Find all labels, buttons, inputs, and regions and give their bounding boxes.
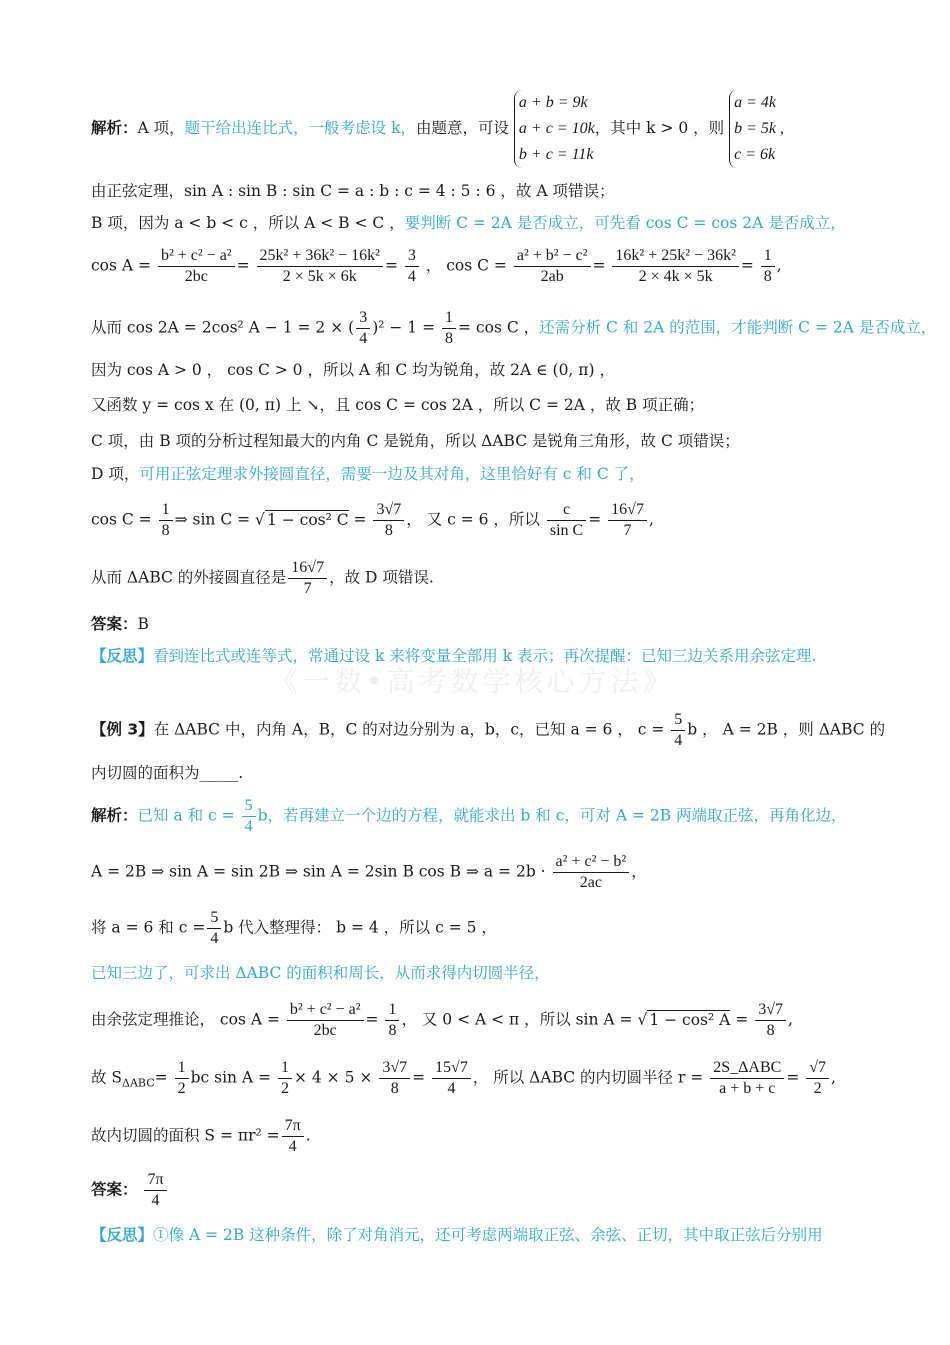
ex3-answer-line bbox=[91, 1170, 169, 1211]
answer-value: $\frac{7\pi}{4}$ bbox=[144, 1170, 166, 1211]
ex3-analysis-line-2: A = 2B ⇒ sin A = sin 2B ⇒ sin A = 2sin B cos B ⇒ a = 2b · $\frac{\text{a² + c² − b²}}{2ac}$ ， bbox=[91, 853, 647, 891]
reflection-line: 【反思】看到连比式或连等式，常通过设 k 来将变量全部用 k 表示；再次提醒：已知三边关系用余弦定理. bbox=[91, 647, 817, 665]
analysis-line-3: B 项，因为 a < b < c ，所以 A < B < C ，要判断 C = 2A 是否成立，可先看 cos C = cos 2A 是否成立， bbox=[91, 214, 846, 232]
analysis-label: 解析： bbox=[91, 119, 138, 137]
analysis-line-4: cos A = $\frac{\text{b² + c² − a²}}{2bc}$ = $\frac{\text{25k² + 36k² − 16k²}}{2 \times 5k \times 6k}$ = $\frac{3}{4}$ ， cos C = $\frac{\text{a² + b² − c²}}{2ab}$ = $\frac{\text{16k² + 25k² − 36k²}}{2 \times 4k \times 5k}$ = $\frac{1}{8}$ , bbox=[91, 247, 782, 285]
example-3-line-1: 【例 3】在 ΔABC 中，内角 A，B，C 的对边分别为 a，b，c，已知 a = 6 ， c = $\frac{5}{4}$ b ， A = 2B ，则 ΔABC 的 bbox=[91, 711, 886, 749]
equation-system-2: a = 4k b = 5k , c = 6k bbox=[729, 90, 784, 168]
analysis-line-1: 解析：A 项，题干给出连比式，一般考虑设 k，由题意，可设 a + b = 9k a + c = 10k b + c = 11k ，其中 k > 0 ，则 a = 4k b = 5k , c = 6k bbox=[91, 90, 784, 168]
example-3-line-2: 内切圆的面积为_____. bbox=[91, 764, 244, 782]
ex3-analysis-line-6: 故 $S_{\Delta ABC}=$ $\frac{1}{2}$ bc sin A = $\frac{1}{2}$ × 4 × 5 × $\frac{3√7}{8}$ = $\frac{15√7}{4}$ ， 所以 ΔABC 的内切圆半径 r = $\frac{\text{2S\_ΔABC}}{a + b + c}$ = $\frac{√7}{2}$ , bbox=[91, 1059, 836, 1097]
analysis-line-6: 因为 cos A > 0 ， cos C > 0 ，所以 A 和 C 均为锐角，故 2A ∈ (0, π) ， bbox=[91, 361, 615, 379]
analysis-line-2: 由正弦定理，sin A : sin B : sin C = a : b : c = 4 : 5 : 6 ，故 A 项错误； bbox=[91, 182, 615, 200]
answer-label: 答案： bbox=[91, 1180, 138, 1199]
analysis-line-9: D 项，可用正弦定理求外接圆直径，需要一边及其对角，这里恰好有 c 和 C 了， bbox=[91, 465, 645, 483]
example-title: 【例 3】 bbox=[91, 720, 154, 739]
analysis-line-11: 从而 ΔABC 的外接圆直径是 $\frac{16√7}{7}$ ，故 D 项错误. bbox=[91, 559, 434, 597]
answer-line bbox=[91, 613, 149, 635]
ex3-analysis-line-4: 已知三边了，可求出 ΔABC 的面积和周长，从而求得内切圆半径， bbox=[91, 964, 550, 982]
ex3-reflection-line: 【反思】①像 A = 2B 这种条件，除了对角消元，还可考虑两端取正弦、余弦、正切，其中取正弦后分别用 bbox=[91, 1226, 823, 1244]
ex3-analysis-line-3: 将 a = 6 和 c = $\frac{5}{4}$ b 代入整理得： b = 4 ，所以 c = 5 ， bbox=[91, 909, 497, 947]
analysis-line-5: 从而 cos 2A = 2cos² A − 1 = 2 × ( $\frac{3}{4}$ )² − 1 = $\frac{1}{8}$ = cos C ，还需分析 C 和 2A 的范围，才能判断 C = 2A 是否成立， bbox=[91, 309, 937, 347]
ex3-analysis-line-7: 故内切圆的面积 S = πr² = $\frac{7\pi}{4}$ . bbox=[91, 1117, 311, 1155]
watermark: 《一数•高考数学核心方法》 bbox=[270, 665, 675, 698]
equation-system-1: a + b = 9k a + c = 10k b + c = 11k bbox=[514, 90, 595, 168]
reflection-label: 【反思】 bbox=[91, 647, 154, 665]
analysis-line-10: cos C = $\frac{1}{8}$ ⇒ sin C = √ 1 − cos² C = $\frac{3√7}{8}$ ， 又 c = 6 ，所以 $\frac{c}{\text{sin C}}$ = $\frac{16√7}{7}$ , bbox=[91, 501, 654, 539]
answer-value: B bbox=[137, 615, 149, 633]
ex3-analysis-line-5: 由余弦定理推论， cos A = $\frac{\text{b² + c² − a²}}{2bc}$ = $\frac{1}{8}$ ， 又 0 < A < π ，所以 sin A = √ 1 − cos² A = $\frac{3√7}{8}$ , bbox=[91, 1001, 793, 1039]
ex3-analysis-line-1: 解析：已知 a 和 c = $\frac{5}{4}$ b，若再建立一个边的方程，就能求出 b 和 c，可对 A = 2B 两端取正弦，再角化边， bbox=[91, 797, 847, 835]
analysis-line-7: 又函数 y = cos x 在 (0, π) 上 ↘，且 cos C = cos 2A ，所以 C = 2A ，故 B 项正确； bbox=[91, 396, 705, 414]
answer-label: 答案： bbox=[91, 615, 138, 633]
analysis-label: 解析： bbox=[91, 806, 138, 825]
reflection-label: 【反思】 bbox=[91, 1226, 154, 1244]
analysis-line-8: C 项，由 B 项的分析过程知最大的内角 C 是锐角，所以 ΔABC 是锐角三角形，故 C 项错误； bbox=[91, 432, 740, 450]
